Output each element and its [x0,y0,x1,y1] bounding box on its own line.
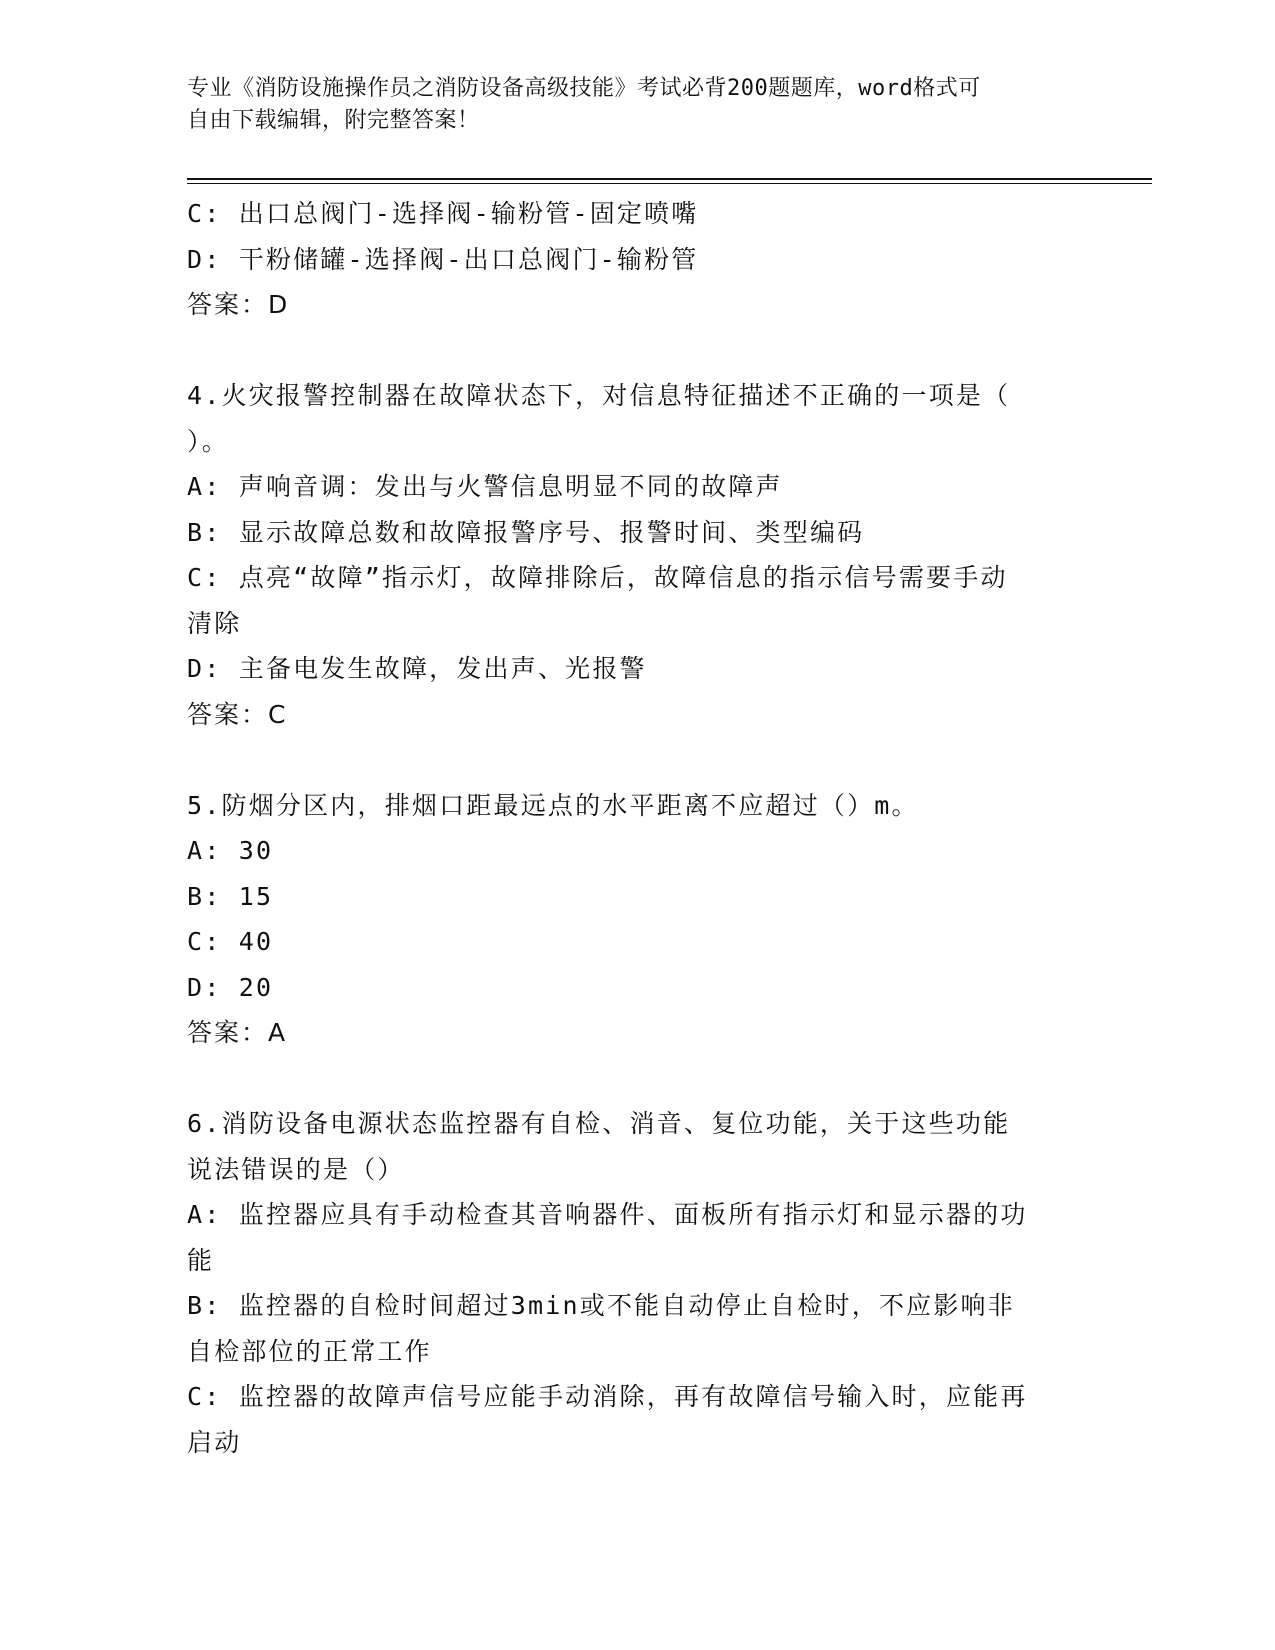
q4-answer: 答案：C [187,699,288,729]
q6-option-b-line-2: 自检部位的正常工作 [187,1336,432,1366]
q4-option-d: D: 主备电发生故障，发出声、光报警 [187,654,647,683]
q5-option-c: C: 40 [187,927,274,956]
q6-option-b-line-1: B: 监控器的自检时间超过3min或不能自动停止自检时，不应影响非 [187,1291,1015,1320]
spacer [187,328,1067,374]
q4-stem-line-2: ）。 [187,426,229,456]
q3-option-c: C: 出口总阀门-选择阀-输粉管-固定喷嘴 [187,199,699,228]
q5-stem: 5.防烟分区内，排烟口距最远点的水平距离不应超过（）m。 [187,790,919,820]
q4-option-a: A: 声响音调：发出与火警信息明显不同的故障声 [187,472,783,501]
q5-answer: 答案：A [187,1018,288,1047]
spacer [187,1056,1067,1102]
q5-option-b: B: 15 [187,881,274,911]
document-body [187,191,1067,1465]
spacer [187,737,1067,783]
q6-option-a-line-1: A: 监控器应具有手动检查其音响器件、面板所有指示灯和显示器的功 [187,1200,1028,1229]
header-line-1: 专业《消防设施操作员之消防设备高级技能》考试必背200题题库，word格式可 [187,76,981,101]
q6-option-a-line-2: 能 [187,1245,215,1275]
q5-option-a: A: 30 [187,836,274,865]
page-header [187,73,1067,137]
q4-option-c-line-2: 清除 [187,608,242,638]
q6-option-c-line-2: 启动 [187,1427,242,1457]
header-divider-thin [187,183,1152,184]
q6-stem-line-2: 说法错误的是（） [187,1154,405,1184]
q6-option-c-line-1: C: 监控器的故障声信号应能手动消除，再有故障信号输入时，应能再 [187,1382,1028,1411]
q4-option-b: B: 显示故障总数和故障报警序号、报警时间、类型编码 [187,517,865,547]
q6-stem-line-1: 6.消防设备电源状态监控器有自检、消音、复位功能，关于这些功能 [187,1109,1011,1138]
q5-option-d: D: 20 [187,972,274,1002]
header-divider-thick [187,178,1152,180]
q3-option-d: D: 干粉储罐-选择阀-出口总阀门-输粉管 [187,244,699,274]
q4-stem-line-1: 4.火灾报警控制器在故障状态下，对信息特征描述不正确的一项是（ [187,381,1011,410]
header-line-2: 自由下载编辑，附完整答案！ [187,108,480,133]
q3-answer: 答案：D [187,290,290,319]
q4-option-c-line-1: C: 点亮“故障”指示灯，故障排除后，故障信息的指示信号需要手动 [187,563,1008,592]
